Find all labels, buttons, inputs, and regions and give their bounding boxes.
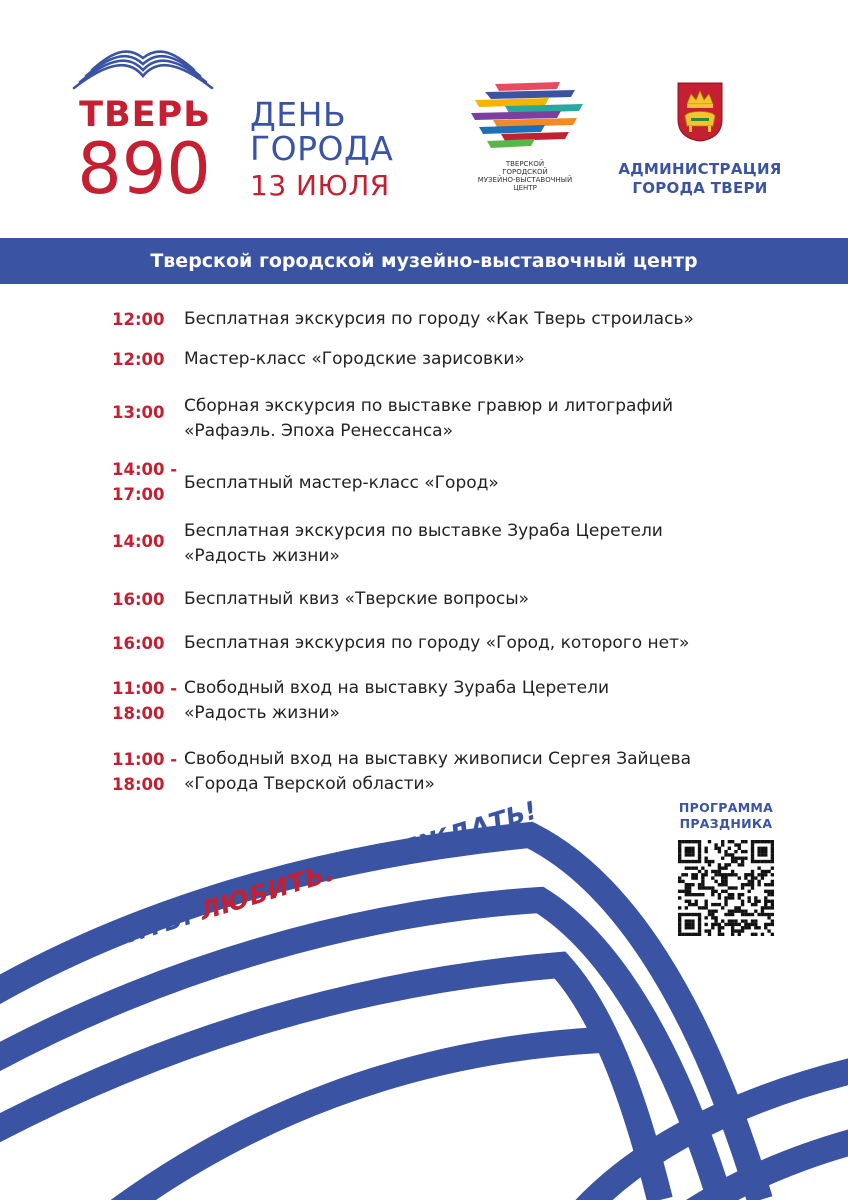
event-title: Свободный вход на выставку Зураба Церетели «Радость жизни» — [184, 678, 610, 723]
city-day-heading — [250, 95, 394, 202]
event-title: Бесплатный мастер-класс «Город» — [184, 473, 499, 493]
museum-logo-text — [460, 160, 590, 192]
event-time: 13:00 — [112, 403, 165, 422]
museum-logo — [460, 80, 590, 205]
event-time: 12:00 — [112, 350, 165, 369]
event-time: 12:00 — [112, 310, 165, 329]
museum-logo-line: ТВЕРСКОЙ — [505, 160, 545, 168]
qr-caption: ПРОГРАММА ПРАЗДНИКА — [678, 800, 774, 831]
event-title: Мастер-класс «Городские зарисовки» — [184, 349, 525, 369]
event-title: Бесплатная экскурсия по городу «Как Тверь строилась» — [184, 309, 694, 329]
day-line-2: ГОРОДА — [250, 129, 394, 168]
museum-logo-line: МУЗЕЙНО-ВЫСТАВОЧНЫЙ — [477, 176, 573, 184]
event-time: 11:00 - 18:00 — [112, 679, 178, 723]
event-time: 14:00 - 17:00 — [112, 460, 178, 504]
event-date: 13 ИЮЛЯ — [250, 169, 390, 202]
administration-title: АДМИНИСТРАЦИЯ ГОРОДА ТВЕРИ — [618, 160, 782, 197]
tver-890-logo — [62, 48, 222, 208]
event-time: 11:00 - 18:00 — [112, 750, 178, 794]
event-title: Свободный вход на выставку живописи Сергея Зайцева «Города Тверской области» — [184, 749, 692, 794]
event-title: Бесплатный квиз «Тверские вопросы» — [184, 589, 530, 609]
museum-logo-line: ЦЕНТР — [513, 184, 537, 192]
coat-of-arms-icon — [677, 82, 723, 142]
slogan-part-1: ЖИТЬ. — [92, 900, 196, 958]
day-line-1: ДЕНЬ — [250, 95, 347, 134]
event-time: 14:00 — [112, 532, 165, 551]
waves-icon — [70, 48, 216, 92]
museum-stripes-icon — [465, 80, 585, 150]
logo-city-name: ТВЕРЬ — [79, 95, 211, 135]
museum-logo-line: ГОРОДСКОЙ — [502, 168, 548, 176]
venue-banner: Тверской городской музейно-выставочный центр — [0, 238, 848, 284]
event-time: 16:00 — [112, 634, 165, 653]
slogan-part-3: ПОБЕЖДАТЬ! — [338, 795, 541, 883]
administration-logo — [610, 82, 790, 198]
slogan-part-2: ЛЮБИТЬ. — [196, 857, 338, 926]
event-time: 16:00 — [112, 590, 165, 609]
logo-anniversary-number: 890 — [77, 128, 211, 210]
event-title: Бесплатная экскурсия по выставке Зураба Церетели «Радость жизни» — [184, 521, 663, 566]
qr-code-icon[interactable] — [678, 840, 774, 936]
event-title: Сборная экскурсия по выставке гравюр и литографий «Рафаэль. Эпоха Ренессанса» — [184, 396, 674, 441]
event-title: Бесплатная экскурсия по городу «Город, которого нет» — [184, 633, 690, 653]
